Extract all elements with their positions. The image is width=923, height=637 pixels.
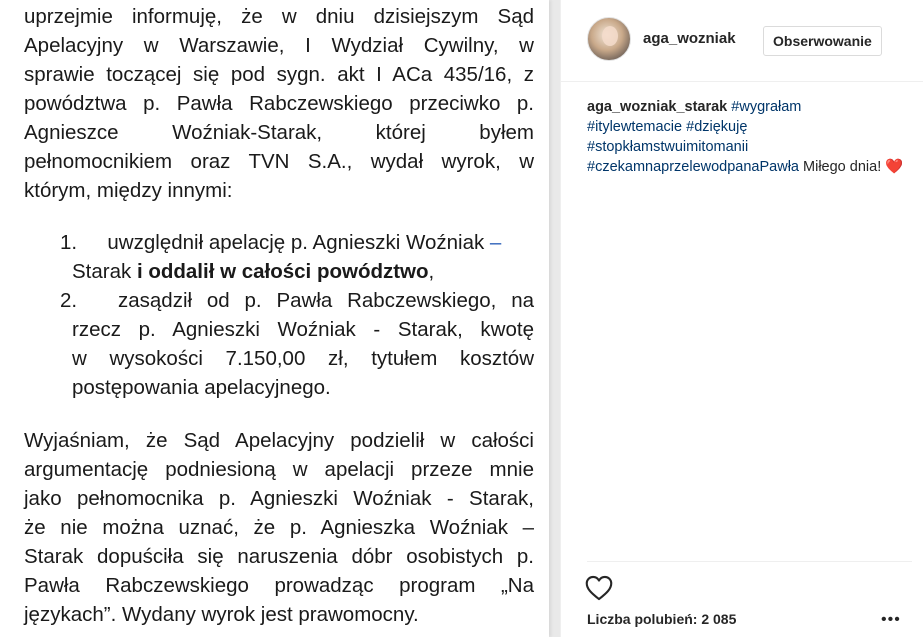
document-paragraph-1 [24, 2, 534, 205]
document-paragraph-2 [24, 426, 534, 629]
doc-line: którym, między innymi: [24, 179, 233, 202]
doc-text: zasądził od p. Pawła Rabczewskiego, na [118, 289, 534, 312]
doc-text: uwzględnił apelację p. Agnieszki Woźniak [107, 231, 485, 254]
doc-line: Pawła Rabczewskiego prowadząc program „Na [24, 574, 534, 597]
caption-author-link[interactable]: aga_wozniak_starak [587, 99, 728, 115]
avatar[interactable] [587, 17, 631, 61]
doc-line [48, 286, 534, 315]
doc-line: postępowania apelacyjnego. [72, 376, 331, 399]
doc-line: jako pełnomocnika p. Agnieszki Woźniak - Starak, [24, 487, 534, 510]
list-item [24, 228, 534, 286]
doc-line: że nie można uznać, że p. Agnieszka Woźniak – [24, 516, 534, 539]
doc-line: uprzejmie informuję, że w dniu dzisiejszym Sąd [24, 5, 534, 28]
more-dots-icon[interactable]: ••• [881, 611, 901, 628]
post-header [561, 0, 923, 82]
doc-line [96, 228, 534, 257]
caption-text: Miłego dnia! [803, 159, 882, 175]
doc-text: Starak [72, 260, 137, 283]
hashtag-link[interactable]: #dziękuję [686, 119, 748, 135]
following-button[interactable]: Obserwowanie [763, 26, 882, 56]
likes-count[interactable]: Liczba polubień: 2 085 [587, 611, 737, 627]
hashtag-link[interactable]: #itylewtemacie [587, 119, 683, 135]
hashtag-link[interactable]: #wygrałam [731, 99, 802, 115]
list-number: 1. [60, 231, 78, 254]
doc-line: rzecz p. Agnieszki Woźniak - Starak, kwotę [72, 318, 534, 341]
list-item [24, 286, 534, 402]
hashtag-link[interactable]: #stopkłamstwuimitomanii [587, 139, 749, 155]
doc-line: Apelacyjny w Warszawie, I Wydział Cywilny, w [24, 34, 534, 57]
doc-line: sprawie toczącej się pod sygn. akt I ACa 435/16, z [24, 63, 534, 86]
doc-dash: – [489, 231, 502, 254]
doc-line: pełnomocnikiem oraz TVN S.A., wydał wyrok, w [24, 150, 534, 173]
doc-line: argumentację podniesioną w apelacji przeze mnie [24, 458, 534, 481]
username-link[interactable]: aga_wozniak [643, 30, 736, 47]
list-number: 2. [60, 289, 78, 312]
doc-line [48, 257, 534, 286]
doc-line: powództwa p. Pawła Rabczewskiego przeciwko p. [24, 92, 534, 115]
heart-outline-icon[interactable] [585, 575, 613, 601]
doc-bold-text: i oddalił w całości powództwo [136, 260, 429, 283]
doc-line: Wyjaśniam, że Sąd Apelacyjny podzielił w całości [24, 429, 534, 452]
document-list [24, 228, 534, 402]
doc-line: w wysokości 7.150,00 zł, tytułem kosztów [72, 347, 534, 370]
doc-text: , [428, 260, 435, 283]
doc-line: językach”. Wydany wyrok jest prawomocny. [24, 603, 419, 626]
divider [587, 561, 912, 562]
post-sidebar [560, 0, 923, 637]
heart-emoji: ❤️ [885, 159, 904, 175]
post-caption [587, 97, 912, 177]
doc-line: Agnieszce Woźniak-Starak, której byłem [24, 121, 534, 144]
doc-line: Starak dopuściła się naruszenia dóbr osobistych p. [24, 545, 534, 568]
hashtag-link[interactable]: #czekamnaprzelewodpanaPawła [587, 159, 799, 175]
